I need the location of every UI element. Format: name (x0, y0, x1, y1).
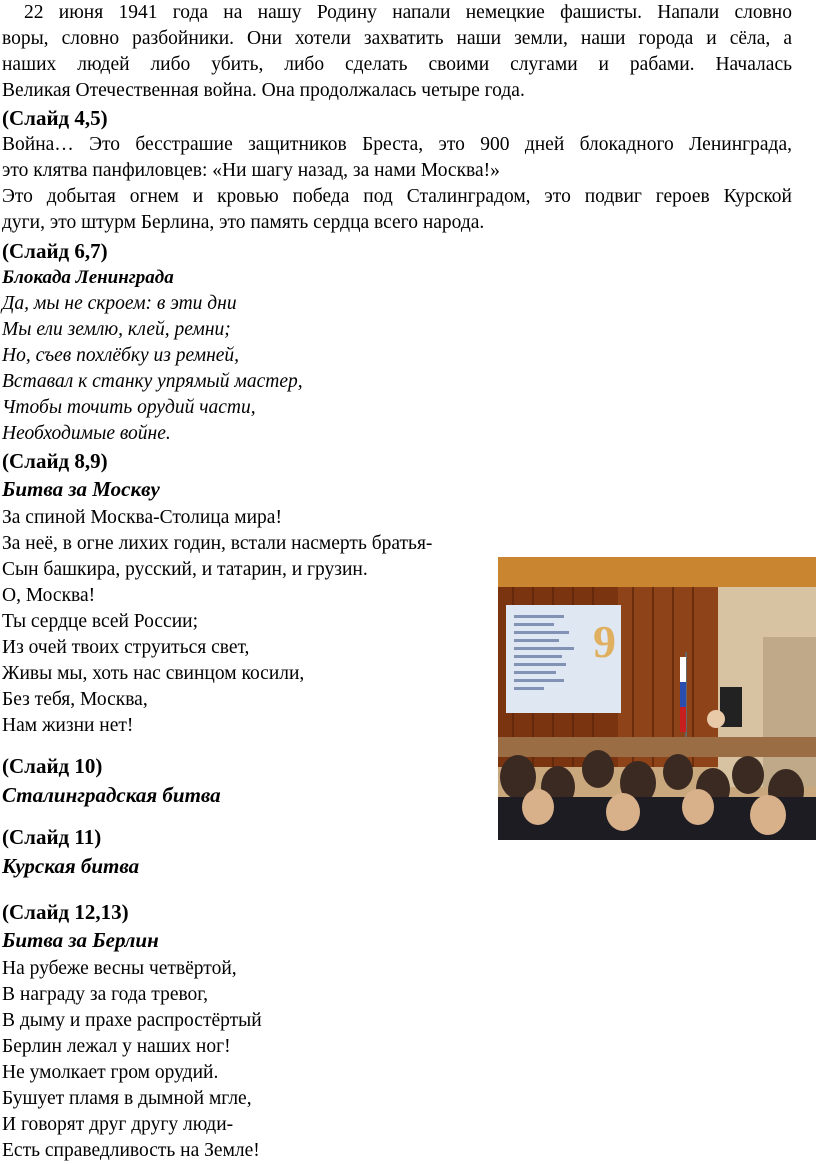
poem-line: И говорят друг другу люди- (2, 1114, 234, 1135)
poem-line: О, Москва! (2, 585, 96, 606)
poem-line: В дыму и прахе распростёртый (2, 1010, 262, 1031)
section-subtitle: Битва за Москву (2, 477, 160, 501)
poem-line: Не умолкает гром орудий. (2, 1062, 219, 1083)
poem-line: Необходимые войне. (2, 423, 171, 444)
section-subtitle: Сталинградская битва (2, 783, 221, 807)
poem-line: Мы ели землю, клей, ремни; (2, 319, 231, 340)
poem-line: Сын башкира, русский, и татарин, и грузин. (2, 559, 368, 580)
section-subtitle: Блокада Ленинграда (2, 267, 174, 288)
poem-line: Да, мы не скроем: в эти дни (2, 293, 237, 314)
poem-line: За неё, в огне лихих годин, встали насмерть братья- (2, 533, 433, 554)
event-photo-illustration (498, 557, 816, 840)
event-photo (498, 557, 816, 840)
intro-line: воры, словно разбойники. Они хотели захватить наши земли, наши города и сёла, а (2, 28, 792, 49)
intro-line: 22 июня 1941 года на нашу Родину напали немецкие фашисты. Напали словно (24, 2, 792, 23)
poem-line: За спиной Москва-Столица мира! (2, 507, 282, 528)
screen-digit: 9 (593, 616, 616, 667)
section-subtitle: Битва за Берлин (2, 928, 159, 952)
slide-heading: (Слайд 8,9) (2, 449, 108, 473)
poem-line: Берлин лежал у наших ног! (2, 1036, 231, 1057)
slide-heading: (Слайд 4,5) (2, 106, 108, 130)
text-line: это клятва панфиловцев: «Ни шагу назад, за нами Москва!» (2, 160, 500, 181)
intro-line: Великая Отечественная война. Она продолжалась четыре года. (2, 80, 525, 101)
poem-line: На рубеже весны четвёртой, (2, 958, 237, 979)
poem-line: Нам жизни нет! (2, 715, 134, 736)
section-subtitle: Курская битва (2, 854, 140, 878)
intro-line: наших людей либо убить, либо сделать своими слугами и рабами. Началась (2, 54, 792, 75)
poem-line: Но, съев похлёбку из ремней, (2, 345, 240, 366)
poem-line: В награду за года тревог, (2, 984, 208, 1005)
poem-line: Живы мы, хоть нас свинцом косили, (2, 663, 305, 684)
text-line: Это добытая огнем и кровью победа под Сталинградом, это подвиг героев Курской (2, 186, 792, 207)
poem-line: Вставал к станку упрямый мастер, (2, 371, 303, 392)
poem-line: Без тебя, Москва, (2, 689, 148, 710)
poem-line: Бушует пламя в дымной мгле, (2, 1088, 252, 1109)
poem-line: Есть справедливость на Земле! (2, 1140, 260, 1161)
poem-line: Чтобы точить орудий части, (2, 397, 256, 418)
slide-heading: (Слайд 6,7) (2, 239, 108, 263)
poem-line: Из очей твоих струиться свет, (2, 637, 250, 658)
slide-heading: (Слайд 10) (2, 754, 103, 778)
slide-heading: (Слайд 12,13) (2, 900, 129, 924)
text-line: Война… Это бесстрашие защитников Бреста, это 900 дней блокадного Ленинграда, (2, 134, 792, 155)
poem-line: Ты сердце всей России; (2, 611, 198, 632)
text-line: дуги, это штурм Берлина, это память сердца всего народа. (2, 212, 485, 233)
slide-heading: (Слайд 11) (2, 825, 102, 849)
